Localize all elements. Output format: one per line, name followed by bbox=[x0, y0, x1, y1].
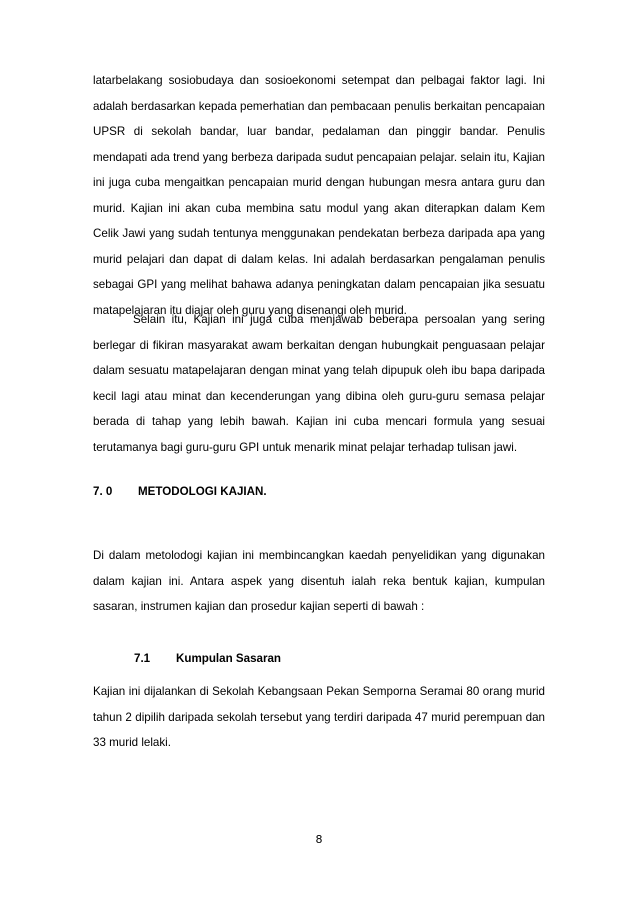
paragraph-target-group: Kajian ini dijalankan di Sekolah Kebangsaan Pekan Semporna Seramai 80 orang murid tahun 2 dipilih daripada sekolah tersebut yang terdiri daripada 47 murid perempuan dan 33 murid lelaki. bbox=[93, 685, 545, 749]
section-number-7-0: 7. 0 bbox=[93, 485, 113, 498]
page-number: 8 bbox=[315, 833, 323, 846]
paragraph-methodology-intro: Di dalam metolodogi kajian ini membincangkan kaedah penyelidikan yang digunakan dalam kajian ini. Antara aspek yang disentuh ialah reka bentuk kajian, kumpulan sasaran, instrumen kajian dan prosedur kajian seperti di bawah : bbox=[93, 549, 545, 613]
subsection-number-7-1: 7.1 bbox=[134, 652, 151, 665]
paragraph-background: latarbelakang sosiobudaya dan sosioekonomi setempat dan pelbagai faktor lagi. Ini adalah berdasarkan kepada pemerhatian dan pembacaan penulis berkaitan pencapaian UPSR di sekolah bandar, luar bandar, pedalaman dan pinggir bandar. Penulis mendapati ada trend yang berbeza daripada sudut pencapaian pelajar. selain itu, Kajian ini juga cuba mengaitkan pencapaian murid dengan hubungan mesra antara guru dan murid. Kajian ini akan cuba membina satu modul yang akan diterapkan dalam Kem Celik Jawi yang sudah tentunya menggunakan pendekatan berbeza daripada apa yang murid pelajari dan dapat di dalam kelas. Ini adalah berdasarkan pengalaman penulis sebagai GPI yang melihat bahawa adanya peningkatan dalam pencapaian jika sesuatu matapelajaran itu diajar oleh guru yang disenangi oleh murid. bbox=[93, 74, 545, 317]
section-title-methodology: METODOLOGI KAJIAN. bbox=[138, 485, 267, 498]
paragraph-research-questions: Selain itu, Kajian ini juga cuba menjawab beberapa persoalan yang sering berlegar di fikiran masyarakat awam berkaitan dengan hubungkait penguasaan pelajar dalam sesuatu matapelajaran dengan minat yang telah dipupuk oleh ibu bapa daripada kecil lagi atau minat dan kecenderungan yang dibina oleh guru-guru semasa pelajar berada di tahap yang lebih bawah. Kajian ini cuba mencari formula yang sesuai terutamanya bagi guru-guru GPI untuk menarik minat pelajar terhadap tulisan jawi. bbox=[93, 313, 545, 454]
subsection-title-target-group: Kumpulan Sasaran bbox=[176, 652, 282, 665]
